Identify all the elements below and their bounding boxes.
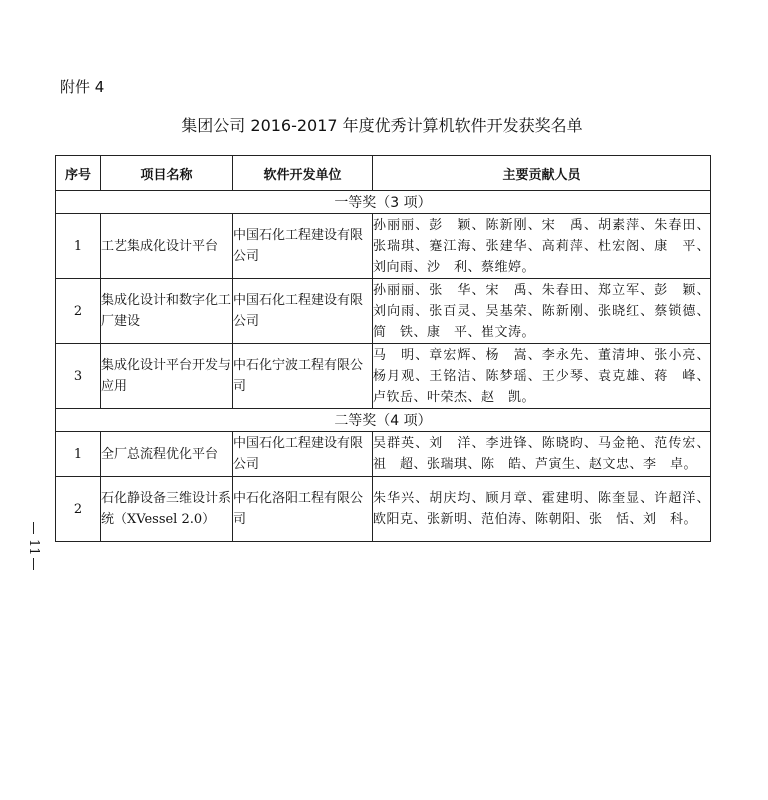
row-no: 2 <box>56 279 101 344</box>
row-project: 工艺集成化设计平台 <box>101 214 233 279</box>
row-no: 2 <box>56 477 101 542</box>
header-people: 主要贡献人员 <box>373 156 711 191</box>
table-row <box>56 279 711 344</box>
header-unit: 软件开发单位 <box>233 156 373 191</box>
row-unit: 中石化洛阳工程有限公司 <box>233 477 373 542</box>
awards-table <box>55 155 711 542</box>
document-title: 集团公司 2016-2017 年度优秀计算机软件开发获奖名单 <box>181 116 583 135</box>
row-no: 3 <box>56 344 101 409</box>
second-prize-label: 二等奖（4 项） <box>56 409 711 432</box>
row-no: 1 <box>56 432 101 477</box>
row-people: 吴群英、刘 洋、李进锋、陈晓昀、马金艳、范传宏、祖 超、张瑞琪、陈 皓、芦寅生、赵文忠、李 卓。 <box>373 432 711 477</box>
row-unit: 中国石化工程建设有限公司 <box>233 432 373 477</box>
table-header-row <box>56 156 711 191</box>
section-first-prize <box>56 191 711 214</box>
row-no: 1 <box>56 214 101 279</box>
row-unit: 中石化宁波工程有限公司 <box>233 344 373 409</box>
table-row <box>56 477 711 542</box>
first-prize-label: 一等奖（3 项） <box>56 191 711 214</box>
row-project: 集成化设计和数字化工厂建设 <box>101 279 233 344</box>
page-number-dash-top <box>33 522 34 534</box>
row-unit: 中国石化工程建设有限公司 <box>233 279 373 344</box>
section-second-prize <box>56 409 711 432</box>
row-people: 孙丽丽、彭 颖、陈新刚、宋 禹、胡素萍、朱春田、张瑞琪、蹇江海、张建华、高莉萍、杜宏阁、康 平、刘向雨、沙 利、蔡维婷。 <box>373 214 711 279</box>
table-row <box>56 214 711 279</box>
row-people: 孙丽丽、张 华、宋 禹、朱春田、郑立军、彭 颖、刘向雨、张百灵、吴基荣、陈新刚、张晓红、蔡锁德、简 铁、康 平、崔文涛。 <box>373 279 711 344</box>
page-number-text: 11 <box>26 539 41 556</box>
row-people: 马 明、章宏辉、杨 嵩、李永先、董清坤、张小亮、杨月观、王铭洁、陈梦瑶、王少琴、袁克雄、蒋 峰、卢钦岳、叶荣杰、赵 凯。 <box>373 344 711 409</box>
row-project: 集成化设计平台开发与应用 <box>101 344 233 409</box>
table-row <box>56 344 711 409</box>
page-number-dash-bottom <box>33 558 34 570</box>
page-number <box>26 520 40 572</box>
attachment-label: 附件 4 <box>60 78 105 96</box>
row-project: 石化静设备三维设计系统（XVessel 2.0） <box>101 477 233 542</box>
header-no: 序号 <box>56 156 101 191</box>
row-unit: 中国石化工程建设有限公司 <box>233 214 373 279</box>
table-row <box>56 432 711 477</box>
row-people: 朱华兴、胡庆均、顾月章、霍建明、陈奎显、许超洋、欧阳克、张新明、范伯涛、陈朝阳、张 恬、刘 科。 <box>373 477 711 542</box>
row-project: 全厂总流程优化平台 <box>101 432 233 477</box>
header-project: 项目名称 <box>101 156 233 191</box>
